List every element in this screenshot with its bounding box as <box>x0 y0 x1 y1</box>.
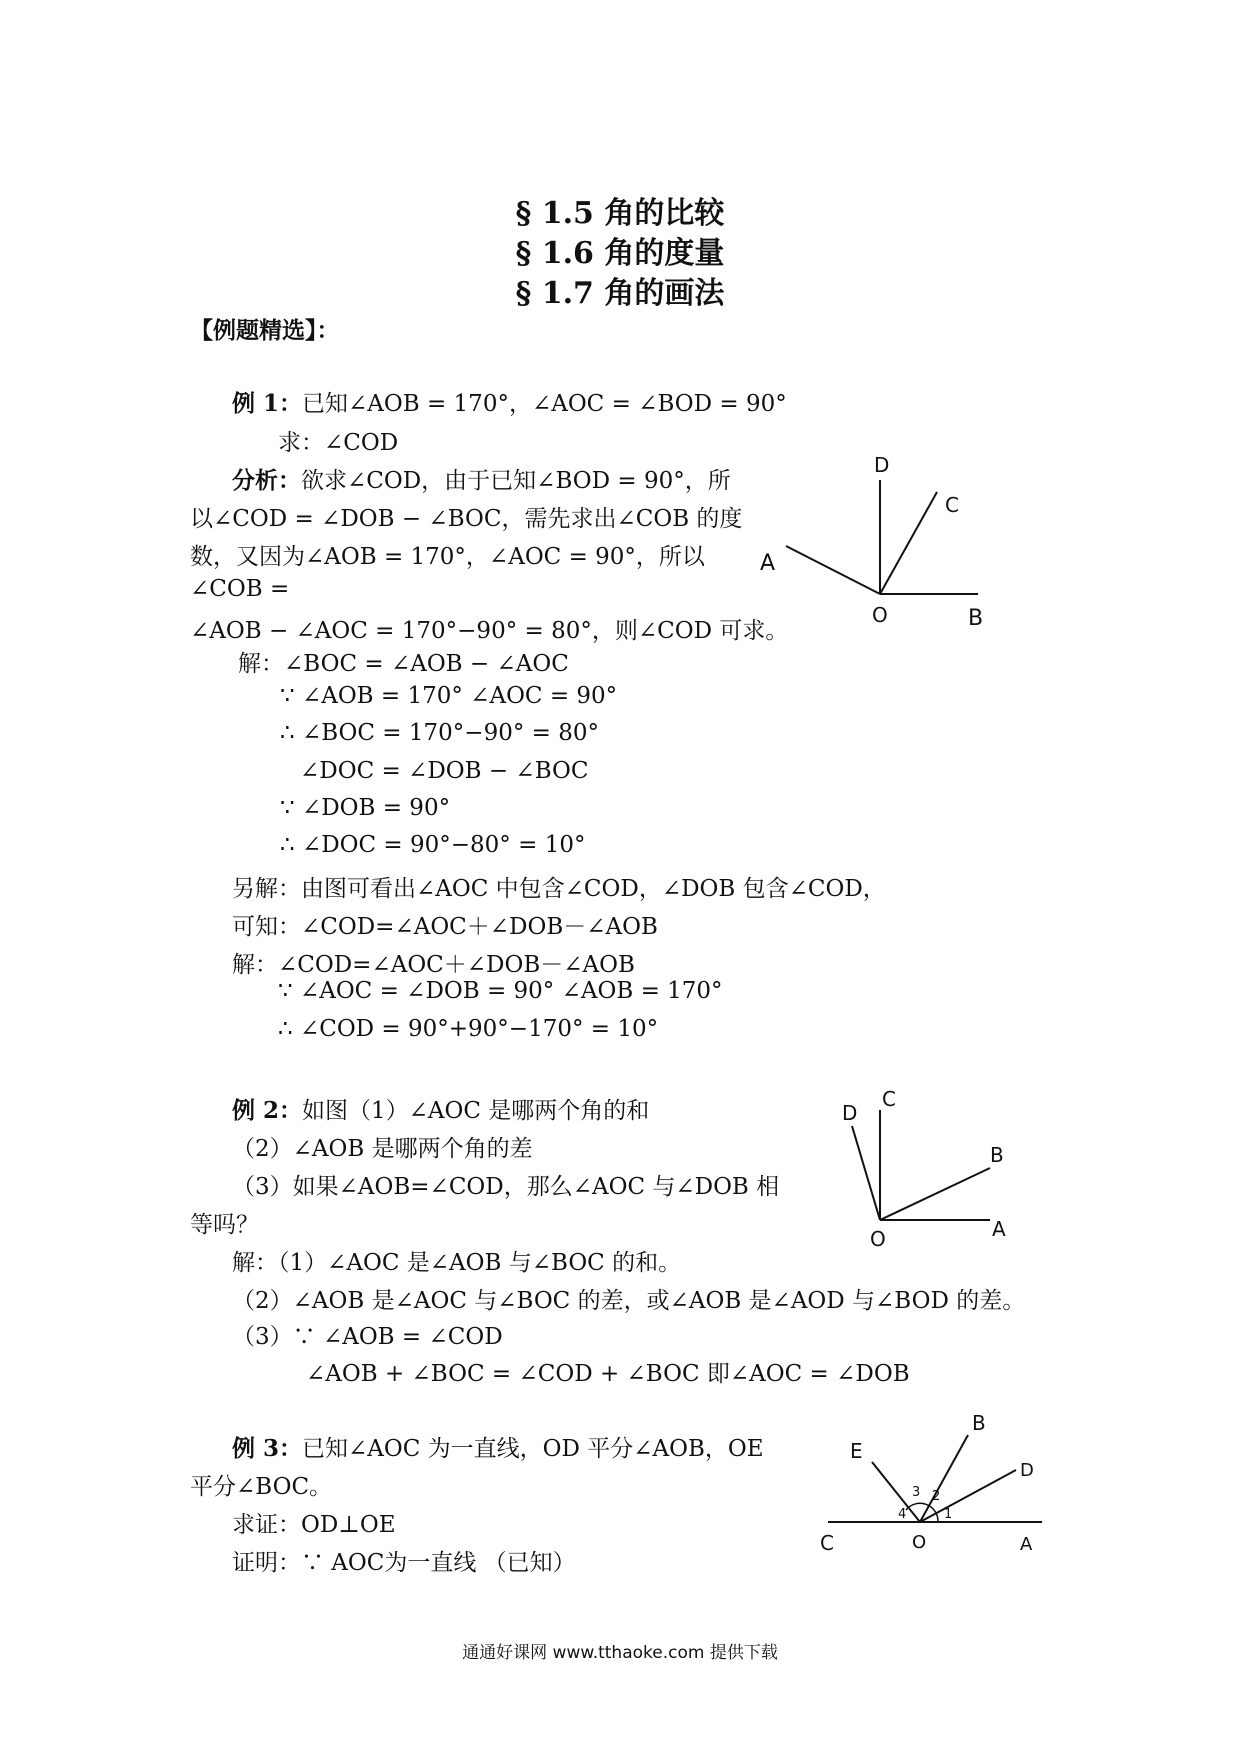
ex1-label-a: A <box>760 551 776 576</box>
page-footer: 通通好课网 www.tthaoke.com 提供下载 <box>462 1643 778 1663</box>
ex2-label-c: C <box>882 1087 896 1111</box>
ex3-label-d: D <box>1020 1460 1034 1481</box>
ex3-line-1: 平分∠BOC。 <box>190 1474 333 1500</box>
ex3-label-c: C <box>820 1531 834 1555</box>
ex3-figure <box>820 1410 1050 1560</box>
title-1-6: § 1.6 角的度量 <box>515 236 725 271</box>
ex1-given <box>232 385 787 418</box>
ex2-label-b: B <box>990 1143 1004 1167</box>
ex1-solution-line-3: ∠DOC = ∠DOB − ∠BOC <box>300 758 589 784</box>
ex3-label-b: B <box>972 1411 986 1435</box>
ex1-alt-line-3: ∵ ∠AOC = ∠DOB = 90° ∠AOB = 170° <box>278 978 723 1004</box>
section-heading: 【例题精选】： <box>190 317 340 344</box>
ex1-solution-line-5: ∴ ∠DOC = 90°−80° = 10° <box>280 832 586 858</box>
ex2-line-0-text: 如图（1）∠AOC 是哪两个角的和 <box>302 1098 650 1124</box>
ex1-label-c: C <box>945 493 959 517</box>
ex3-angle-3: 3 <box>912 1485 921 1500</box>
ex1-ask: 求：∠COD <box>278 430 399 456</box>
ex1-given-text: 已知∠AOB = 170°，∠AOC = ∠BOD = 90° <box>302 391 787 417</box>
ex1-label: 例 1： <box>232 390 303 417</box>
ex1-analysis-line-4: ∠AOB − ∠AOC = 170°−90° = 80°，则∠COD 可求。 <box>190 618 789 644</box>
ex1-ray-oa <box>786 546 880 594</box>
ex1-analysis-line-1: 以∠COD = ∠DOB − ∠BOC，需先求出∠COB 的度 <box>190 506 743 532</box>
ex2-label-o: O <box>870 1227 886 1251</box>
ex1-alt-line-4: ∴ ∠COD = 90°+90°−170° = 10° <box>278 1016 659 1042</box>
ex1-ray-oc <box>880 492 937 594</box>
title-1-5: § 1.5 角的比较 <box>515 196 725 231</box>
ex2-figure <box>830 1087 1030 1251</box>
ex3-line-2: 求证：OD⊥OE <box>232 1512 396 1538</box>
ex1-analysis-line-2: 数，又因为∠AOB = 170°，∠AOC = 90°，所以 <box>190 544 705 570</box>
ex3-label-a: A <box>1020 1534 1033 1555</box>
ex3-line-0 <box>232 1430 764 1463</box>
ex1-alt-line-1: 可知：∠COD=∠AOC＋∠DOB－∠AOB <box>232 914 658 940</box>
ex2-line-0 <box>232 1092 649 1125</box>
ex2-line-7: ∠AOB + ∠BOC = ∠COD + ∠BOC 即∠AOC = ∠DOB <box>306 1361 910 1387</box>
ex1-label-d: D <box>874 453 890 477</box>
ex2-label: 例 2： <box>232 1097 303 1124</box>
ex1-analysis-label: 分析： <box>232 467 301 494</box>
ex1-analysis-line-0 <box>232 462 731 495</box>
ex1-analysis-line-3: ∠COB = <box>190 576 290 602</box>
ex1-solution-line-1: ∵ ∠AOB = 170° ∠AOC = 90° <box>280 683 618 709</box>
ex2-label-a: A <box>992 1217 1006 1241</box>
ex2-line-2: （3）如果∠AOB=∠COD，那么∠AOC 与∠DOB 相 <box>232 1174 780 1200</box>
ex1-analysis-text-0: 欲求∠COD，由于已知∠BOD = 90°，所 <box>301 468 731 494</box>
ex3-angle-1: 1 <box>944 1507 953 1522</box>
ex3-label-o: O <box>912 1532 927 1553</box>
ex2-line-4: 解：（1）∠AOC 是∠AOB 与∠BOC 的和。 <box>232 1250 682 1276</box>
title-1-7: § 1.7 角的画法 <box>515 276 725 311</box>
ex2-line-5: （2）∠AOB 是∠AOC 与∠BOC 的差，或∠AOB 是∠AOD 与∠BOD 的差。 <box>232 1288 1026 1314</box>
ex2-line-1: （2）∠AOB 是哪两个角的差 <box>232 1136 533 1162</box>
ex3-label: 例 3： <box>232 1435 303 1462</box>
ex1-label-b: B <box>968 606 984 631</box>
ex1-label-o: O <box>872 603 888 627</box>
ex1-figure <box>760 450 1000 640</box>
ex1-solution-line-4: ∵ ∠DOB = 90° <box>280 795 451 821</box>
ex1-alt-line-2: 解：∠COD=∠AOC＋∠DOB－∠AOB <box>232 952 635 978</box>
ex3-line-0-text: 已知∠AOC 为一直线，OD 平分∠AOB，OE <box>302 1436 764 1462</box>
ex2-ray-ob <box>880 1168 990 1220</box>
ex2-ray-od <box>852 1126 880 1220</box>
ex1-solution-line-0: 解：∠BOC = ∠AOB − ∠AOC <box>238 651 569 677</box>
ex2-line-3: 等吗？ <box>190 1212 259 1238</box>
ex3-angle-2: 2 <box>932 1489 941 1504</box>
ex1-alt-line-0: 另解：由图可看出∠AOC 中包含∠COD，∠DOB 包含∠COD， <box>232 876 886 902</box>
ex1-solution-line-2: ∴ ∠BOC = 170°−90° = 80° <box>280 720 599 746</box>
ex2-label-d: D <box>842 1101 858 1125</box>
ex3-line-3: 证明：∵ AOC为一直线 （已知） <box>232 1550 576 1576</box>
ex2-line-6: （3）∵ ∠AOB = ∠COD <box>232 1324 503 1350</box>
ex3-angle-4: 4 <box>898 1507 907 1522</box>
ex3-label-e: E <box>850 1439 863 1463</box>
